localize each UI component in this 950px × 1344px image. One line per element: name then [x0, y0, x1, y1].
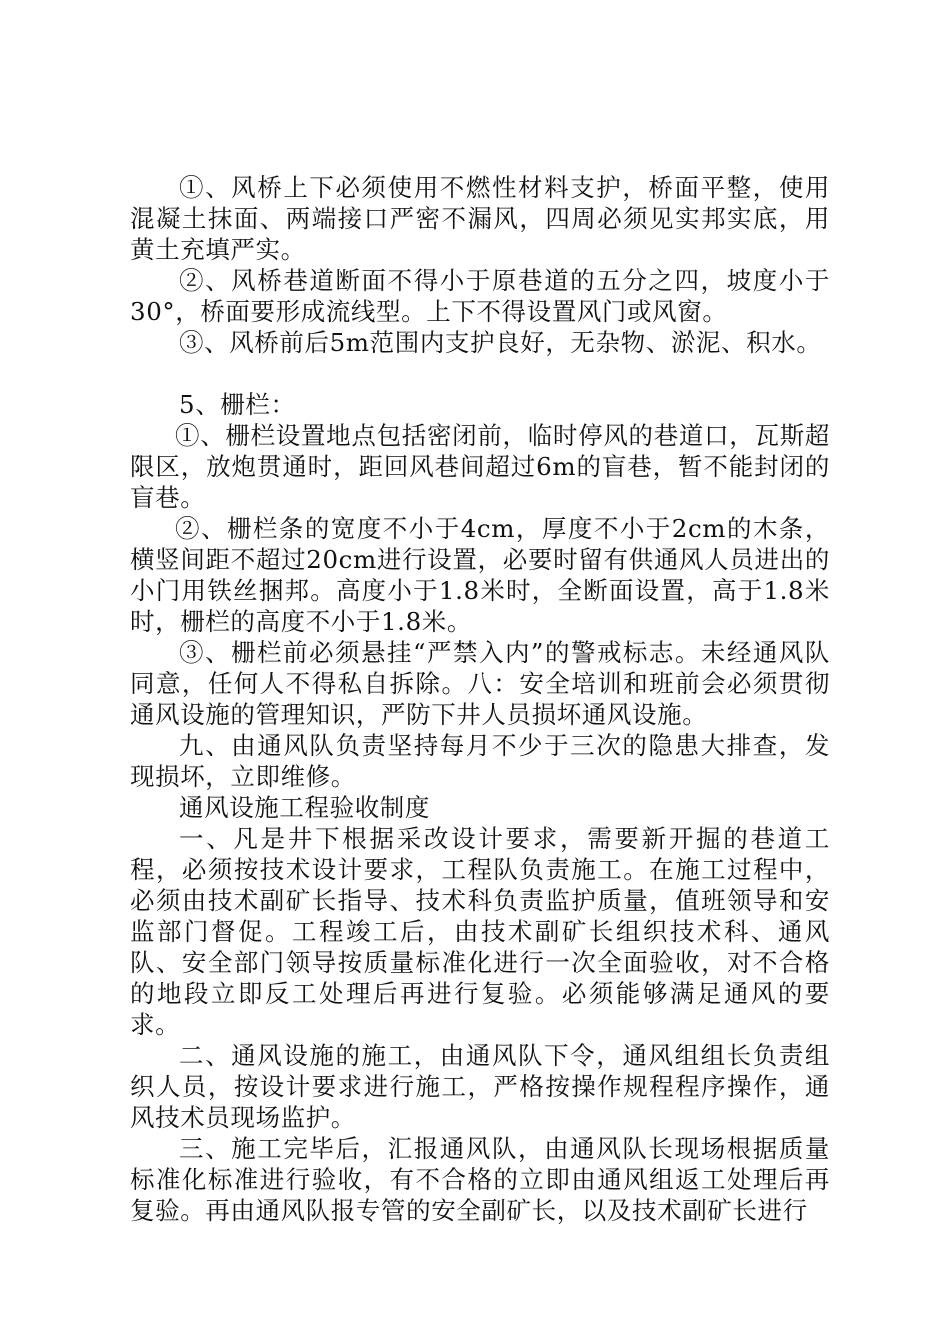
section-heading-fence: 5、栅栏： — [179, 390, 296, 419]
paragraph-acceptance-3: 三、施工完毕后，汇报通风队，由通风队长现场根据质量标准化标准进行验收，有不合格的立即由通风组返工处理后再复验。再由通风队报专管的安全副矿长，以及技术副矿长进行 — [130, 1134, 830, 1225]
document-body — [130, 172, 830, 1226]
paragraph-acceptance-1: 一、凡是井下根据采改设计要求，需要新开掘的巷道工程，必须按技术设计要求，工程队负责施工。在施工过程中，必须由技术副矿长指导、技术科负责监护质量，值班领导和安监部门督促。工程竣工后，由技术副矿长组织技术科、通风队、安全部门领导按质量标准化进行一次全面验收，对不合格的地段立即反工处理后再进行复验。必须能够满足通风的要求。 — [130, 824, 830, 1039]
paragraph-bridge-support: ①、风桥上下必须使用不燃性材料支护，桥面平整，使用混凝土抹面、两端接口严密不漏风，四周必须见实邦实底，用黄土充填严实。 — [130, 173, 830, 264]
paragraph-fence-dimensions: ②、栅栏条的宽度不小于4cm，厚度不小于2cm的木条，横竖间距不超过20cm进行设置，必要时留有供通风人员进出的小门用铁丝捆邦。高度小于1.8米时，全断面设置，高于1.8米时，栅栏的高度不小于1.8米。 — [130, 514, 830, 636]
paragraph-fence-location: ①、栅栏设置地点包括密闭前，临时停风的巷道口，瓦斯超限区，放炮贯通时，距回风巷间超过6m的盲巷，暂不能封闭的盲巷。 — [130, 421, 830, 512]
paragraph-inspection: 九、由通风队负责坚持每月不少于三次的隐患大排查，发现损坏，立即维修。 — [130, 731, 830, 791]
paragraph-bridge-surroundings: ③、风桥前后5m范围内支护良好，无杂物、淤泥、积水。 — [179, 328, 822, 357]
paragraph-fence-warning: ③、栅栏前必须悬挂“严禁入内”的警戒标志。未经通风队同意，任何人不得私自拆除。八：安全培训和班前会必须贯彻通风设施的管理知识，严防下井人员损坏通风设施。 — [130, 638, 830, 729]
paragraph-acceptance-2: 二、通风设施的施工，由通风队下令，通风组组长负责组织人员，按设计要求进行施工，严格按操作规程程序操作，通风技术员现场监护。 — [130, 1041, 830, 1132]
paragraph-bridge-section: ②、风桥巷道断面不得小于原巷道的五分之四，坡度小于30°，桥面要形成流线型。上下不得设置风门或风窗。 — [130, 266, 830, 326]
section-title-acceptance: 通风设施工程验收制度 — [179, 793, 430, 822]
